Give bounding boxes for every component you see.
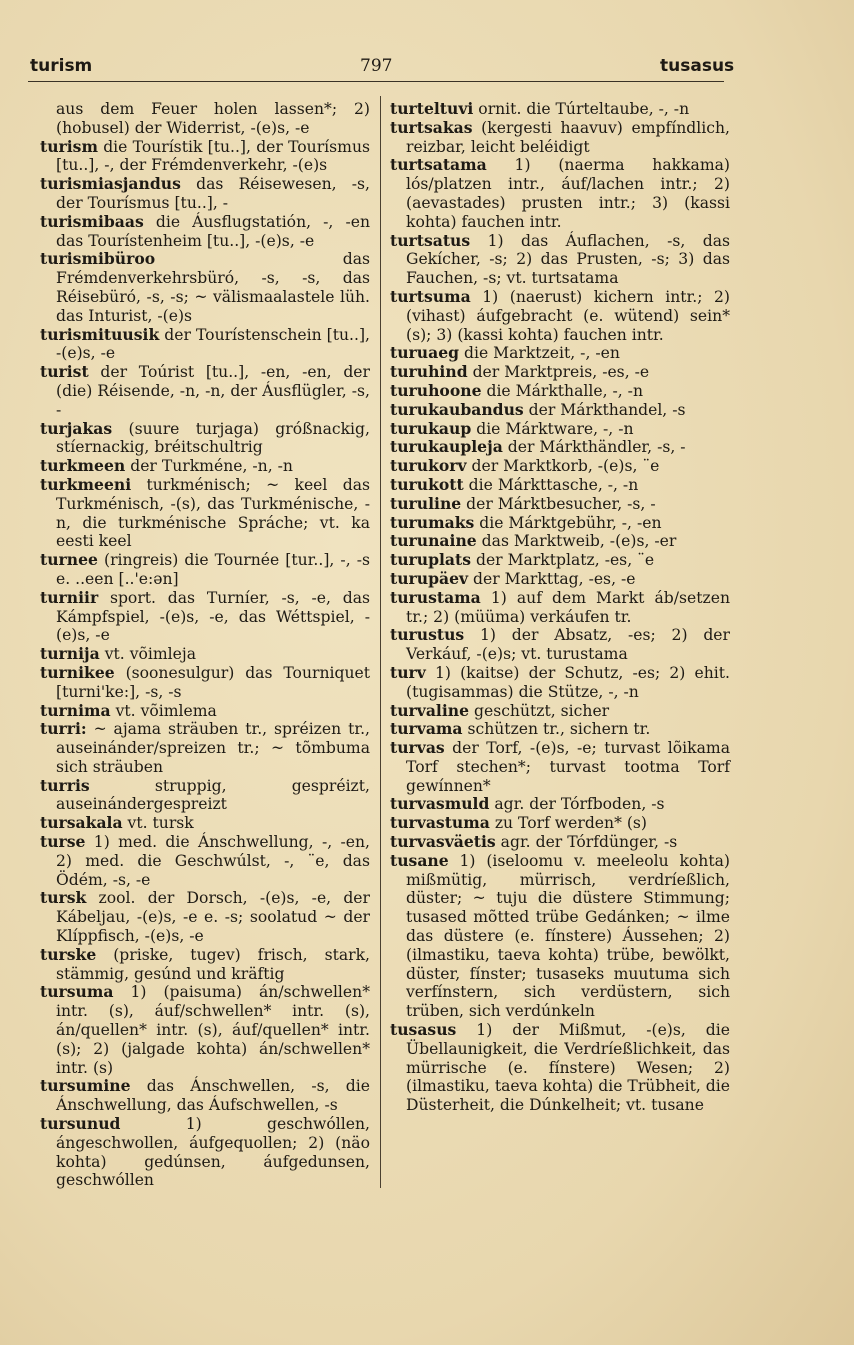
entry-definition: 1) (paisuma) án/schwellen* intr. (s), áuf/schwellen* intr. (s), án/quellen* intr. (s), áuf/quellen* intr. (s); 2) (jalgade kohta) án/schwellen* intr. (s) (56, 983, 370, 1077)
entry-definition: die Márkthalle, -, -n (481, 381, 643, 400)
entry-definition: (suure turjaga) gróßnackig, stíernackig, bréitschultrig (56, 419, 370, 457)
entry-definition: ~ ajama sträuben tr., spréizen tr., auseinánder/spreizen tr.; ~ tõmbuma sich sträuben (56, 720, 370, 776)
dictionary-entry (40, 946, 370, 984)
entry-headword: tusasus (390, 1020, 457, 1040)
dictionary-entry (390, 401, 730, 420)
entry-definition: geschützt, sicher (469, 701, 610, 720)
entry-headword: turismibaas (40, 211, 144, 231)
dictionary-entry (390, 156, 730, 231)
entry-definition: das Marktweib, -(e)s, -er (476, 532, 677, 551)
dictionary-entry (390, 514, 730, 533)
entry-headword: tursuma (40, 982, 114, 1002)
dictionary-entry (390, 532, 730, 551)
running-head-left: turism (30, 56, 93, 76)
dictionary-entry (40, 889, 370, 945)
dictionary-entry (390, 739, 730, 795)
dictionary-entry (390, 119, 730, 157)
entry-definition: 1) der Absatz, -es; 2) der Verkáuf, -(e)s; vt. turustama (406, 626, 730, 664)
entry-definition: das Réisewesen, -s, der Tourísmus [tu..], - (56, 175, 370, 212)
dictionary-entry (40, 420, 370, 458)
dictionary-entry (390, 1021, 730, 1115)
dictionary-entry (40, 664, 370, 702)
entry-definition: das Frémdenverkehrsbüró, -s, -s, das Réisebüró, -s, -s; ~ välismaalastele lüh. das Inturist, -(e)s (56, 250, 370, 325)
dictionary-entry (40, 326, 370, 364)
dictionary-entry (40, 100, 370, 138)
entry-definition: 1) auf dem Markt áb/setzen tr.; 2) (müüma) verkáufen tr. (406, 588, 730, 626)
entry-headword: turukaubandus (390, 399, 524, 419)
entry-definition: sport. das Turníer, -s, -e, das Kámpfspiel, -(e)s, -e, das Wéttspiel, -(e)s, -e (56, 588, 370, 645)
dictionary-entry (390, 626, 730, 664)
entry-headword: turse (40, 832, 86, 852)
entry-definition: der Tourístenschein [tu..], -(e)s, -e (56, 325, 370, 363)
entry-definition: der Márktbesucher, -s, - (461, 494, 656, 513)
dictionary-entry (40, 645, 370, 664)
entry-definition: die Tourístik [tu..], der Tourísmus [tu..], -, der Frémdenverkehr, -(e)s (56, 137, 370, 175)
dictionary-entry (40, 457, 370, 476)
entry-definition: das Ánschwellen, -s, die Ánschwellung, das Áufschwellen, -s (56, 1077, 370, 1115)
dictionary-entry (390, 420, 730, 439)
entry-headword: turtsakas (390, 117, 473, 137)
entry-definition: der Marktkorb, -(e)s, ¨e (466, 457, 660, 476)
dictionary-entry (40, 983, 370, 1077)
dictionary-entry (390, 232, 730, 288)
entry-headword: tursunud (40, 1114, 121, 1134)
entry-definition: die Áusflugstatión, -, -en das Tourístenheim [tu..], -(e)s, -e (56, 212, 370, 250)
entry-definition: der Marktpreis, -es, -e (467, 363, 650, 382)
entry-definition: 1) (iseloomu v. meeleolu kohta) mißmütig, mürrisch, verdríeßlich, düster; ~ tuju die düstere Stimmung; tusased mõtted trübe Gedánken; ~ ilme das düstere (e. fínstere) Áussehen; 2) (ilmastiku, taeva kohta) trübe, bewölkt, düster, fínster; tusaseks muutuma sich verfínstern, sich verdüstern, sich trüben, sich verdúnkeln (406, 851, 730, 1021)
entry-headword: tursk (40, 888, 87, 908)
dictionary-entry (390, 664, 730, 702)
entry-headword: turuline (390, 493, 462, 513)
entry-definition: (kergesti haavuv) empfíndlich, reizbar, leicht beléidigt (406, 118, 730, 156)
entry-headword: turumaks (390, 512, 475, 532)
entry-headword: turvas (390, 738, 445, 758)
entry-definition: 1) (naerust) kichern intr.; 2) (vihast) áufgebracht (e. wütend) sein* (s); 3) (kassi kohta) fauchen intr. (406, 287, 730, 344)
entry-headword: turnija (40, 644, 100, 664)
entry-definition: (soonesulgur) das Tourniquet [turni'ke:], -s, -s (56, 663, 370, 701)
entry-definition: aus dem Feuer holen lassen*; 2) (hobusel) der Widerrist, -(e)s, -e (56, 100, 370, 137)
entry-headword: turism (40, 136, 98, 156)
entry-definition: die Márktgebühr, -, -en (474, 513, 662, 532)
page-number: 797 (360, 56, 393, 76)
entry-definition: der Toúrist [tu..], -en, -en, der (die) Réisende, -n, -n, der Áusflügler, -s, - (56, 363, 370, 419)
entry-headword: turv (390, 662, 426, 682)
entry-headword: turupäev (390, 568, 469, 588)
entry-headword: turuhoone (390, 380, 482, 400)
entry-headword: turist (40, 362, 89, 382)
dictionary-entry (390, 852, 730, 1021)
entry-definition: 1) das Áuflachen, -s, das Gekícher, -s; 2) das Prusten, -s; 3) das Fauchen, -s; vt. turtsatama (406, 231, 730, 288)
dictionary-entry (40, 589, 370, 645)
entry-definition: der Markttag, -es, -e (468, 569, 636, 588)
dictionary-entry (390, 100, 730, 119)
entry-definition: vt. tursk (122, 814, 194, 833)
entry-headword: turukaup (390, 418, 472, 438)
entry-definition: turkménisch; ~ keel das Turkménisch, -(s), das Turkménische, -n, die turkménische Spráche; vt. ka eesti keel (56, 475, 370, 551)
entry-definition: (ringreis) die Tournée [tur..], -, -s e. ..een [..'e:ən] (56, 551, 370, 588)
entry-definition: der Torf, -(e)s, -e; turvast lõikama Torf stechen*; turvast tootma Torf gewínnen* (406, 739, 730, 795)
dictionary-entry (390, 363, 730, 382)
entry-headword: tursumine (40, 1076, 131, 1096)
entry-definition: 1) (kaitse) der Schutz, -es; 2) ehit. (tugisammas) die Stütze, -, -n (406, 663, 730, 701)
entry-headword: turvasmuld (390, 794, 490, 814)
entry-definition: agr. der Tórfdünger, -s (495, 833, 678, 852)
dictionary-entry (40, 175, 370, 213)
dictionary-entry (40, 213, 370, 251)
right-column (390, 100, 730, 1115)
entry-headword: turuplats (390, 550, 472, 570)
entry-headword: turukaupleja (390, 437, 503, 457)
entry-headword: turkmeen (40, 456, 126, 476)
dictionary-entry (390, 457, 730, 476)
entry-headword: tusane (390, 850, 449, 870)
column-divider (380, 96, 381, 1188)
entry-definition: der Márkthandel, -s (523, 400, 686, 419)
entry-headword: turuaeg (390, 343, 460, 363)
entry-headword: turnikee (40, 662, 115, 682)
entry-definition: 1) geschwóllen, ángeschwollen, áufgequollen; 2) (näo kohta) gedúnsen, áufgedunsen, geschwóllen (56, 1115, 370, 1190)
entry-headword: turri: (40, 719, 87, 739)
entry-headword: turtsatama (390, 155, 487, 175)
dictionary-entry (40, 702, 370, 721)
dictionary-entry (390, 795, 730, 814)
dictionary-entry (40, 363, 370, 419)
entry-definition: ornit. die Túrteltaube, -, -n (473, 100, 690, 118)
entry-definition: zu Torf werden* (s) (489, 814, 647, 833)
entry-headword: turkmeeni (40, 474, 132, 494)
entry-definition: die Márkttasche, -, -n (463, 475, 639, 494)
dictionary-entry (390, 570, 730, 589)
entry-headword: turnima (40, 700, 111, 720)
entry-headword: tursakala (40, 813, 123, 833)
entry-headword: turvaline (390, 700, 470, 720)
dictionary-entry (40, 720, 370, 776)
entry-headword: turniir (40, 587, 99, 607)
entry-headword: turvama (390, 719, 463, 739)
dictionary-entry (40, 138, 370, 176)
dictionary-entry (390, 382, 730, 401)
entry-definition: 1) der Mißmut, -(e)s, die Übellaunigkeit, die Verdríeßlichkeit, das mürrische (e. fínstere) Wesen; 2) (ilmastiku, taeva kohta) die Trübheit, die Düsterheit, die Dúnkelheit; vt. tusane (406, 1021, 730, 1115)
header-rule (28, 81, 724, 82)
entry-headword: turvastuma (390, 813, 490, 833)
dictionary-entry (390, 438, 730, 457)
entry-headword: turustus (390, 625, 465, 645)
entry-headword: turris (40, 775, 90, 795)
dictionary-entry (390, 551, 730, 570)
entry-definition: vt. võimleja (99, 645, 197, 664)
entry-headword: turvasväetis (390, 832, 496, 852)
entry-headword: turske (40, 944, 97, 964)
entry-definition: 1) (naerma hakkama) lós/platzen intr., áuf/lachen intr.; 2) (aevastades) prusten intr.; 3) (kassi kohta) fauchen intr. (406, 156, 730, 231)
entry-headword: turustama (390, 587, 481, 607)
entry-headword: turismiasjandus (40, 174, 181, 194)
dictionary-entry (390, 589, 730, 627)
entry-definition: 1) med. die Ánschwellung, -, -en, 2) med. die Geschwúlst, -, ¨e, das Ödém, -s, -e (56, 833, 370, 889)
entry-headword: turuhind (390, 362, 468, 382)
entry-definition: struppig, gespréizt, auseinándergespreizt (56, 776, 370, 814)
left-column (40, 100, 370, 1190)
dictionary-entry (40, 777, 370, 815)
entry-headword: turukorv (390, 456, 467, 476)
entry-headword: turteltuvi (390, 99, 474, 118)
dictionary-entry (40, 1115, 370, 1190)
entry-headword: turtsuma (390, 286, 471, 306)
entry-definition: (priske, tugev) frisch, stark, stämmig, gesúnd und kräftig (56, 945, 370, 983)
dictionary-entry (390, 476, 730, 495)
entry-definition: schützen tr., sichern tr. (462, 720, 651, 739)
dictionary-entry (40, 476, 370, 551)
dictionary-entry (390, 833, 730, 852)
entry-definition: die Marktzeit, -, -en (459, 344, 620, 363)
entry-headword: turunaine (390, 531, 477, 551)
entry-headword: turismibüroo (40, 249, 156, 269)
entry-headword: turnee (40, 550, 98, 570)
entry-headword: turukott (390, 474, 464, 494)
entry-headword: turjakas (40, 418, 113, 438)
entry-definition: der Turkméne, -n, -n (125, 457, 293, 476)
dictionary-entry (390, 720, 730, 739)
dictionary-entry (390, 288, 730, 344)
dictionary-entry (40, 814, 370, 833)
entry-definition: der Márkthändler, -s, - (502, 438, 686, 457)
dictionary-entry (40, 833, 370, 889)
entry-definition: agr. der Tórfboden, -s (489, 795, 665, 814)
dictionary-entry (390, 702, 730, 721)
entry-headword: turismituusik (40, 324, 160, 344)
entry-headword: turtsatus (390, 230, 471, 250)
running-head-right: tusasus (660, 56, 735, 76)
dictionary-entry (390, 814, 730, 833)
entry-definition: zool. der Dorsch, -(e)s, -e, der Kábeljau, -(e)s, -e e. -s; soolatud ~ der Klíppfisch, -(e)s, -e (56, 889, 370, 946)
dictionary-entry (40, 1077, 370, 1115)
entry-definition: die Márktware, -, -n (471, 419, 634, 438)
dictionary-entry (390, 344, 730, 363)
dictionary-entry (40, 250, 370, 325)
dictionary-entry (390, 495, 730, 514)
dictionary-entry (40, 551, 370, 589)
entry-definition: vt. võimlema (110, 701, 217, 720)
entry-definition: der Marktplatz, -es, ¨e (471, 551, 655, 570)
